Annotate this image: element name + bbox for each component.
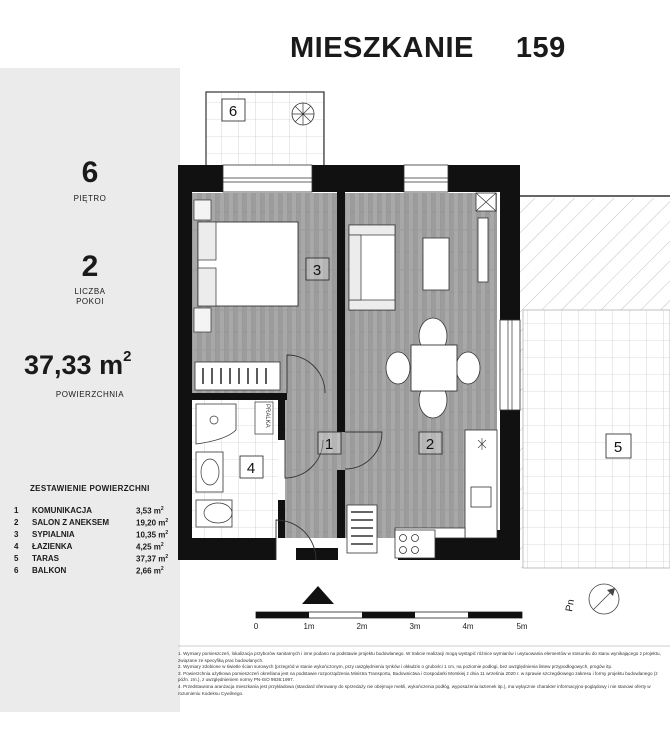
footnote: 2. Wymiary zdobione w świetle ścian surowych (przegród w stanie wykończonym, przy uwzględnieniu tynków i okładzin o grubości 1 cm, na poziomie podłogi, bez uwzględnienia listew przypodłogowych, progów itp. bbox=[178, 664, 613, 670]
wardrobe bbox=[195, 362, 280, 390]
summary-row-number: 6 bbox=[14, 566, 19, 575]
area-label: POWIERZCHNIA bbox=[55, 390, 125, 399]
floor-label: PIĘTRO bbox=[73, 194, 107, 203]
summary-heading: ZESTAWIENIE POWIERZCHNI bbox=[30, 484, 150, 493]
summary-value-number: 37,37 m bbox=[136, 554, 166, 564]
scale-tick-1: 1m bbox=[303, 622, 315, 631]
summary-row-number: 4 bbox=[14, 542, 19, 551]
area-sup: 2 bbox=[123, 348, 132, 365]
scale-bar bbox=[256, 612, 522, 618]
rooms-label-1: LICZBA bbox=[74, 287, 106, 296]
entrance-arrow-icon bbox=[302, 586, 334, 604]
room-label-1: 1 bbox=[324, 436, 334, 453]
footnote: 3. Powierzchnia użytkowa pomieszczeń określana jest na podstawie rozporządzenia Ministra Transportu, Budownictwa i Gospodarki Morskiej z dnia 11 września 2020 r. w sprawie szczegółowego zakresu i formy projektu budowlanego (z późn. zm.), z uwzględnieniem normy PN-ISO 9836:1997. bbox=[178, 670, 658, 683]
summary-value-number: 4,25 m bbox=[136, 542, 161, 552]
summary-value-number: 3,53 m bbox=[136, 506, 161, 516]
hall-floor bbox=[285, 393, 345, 538]
hall-wardrobe bbox=[347, 505, 377, 553]
coffee-table bbox=[423, 238, 449, 290]
floor-value: 6 bbox=[81, 156, 99, 189]
summary-row-number: 3 bbox=[14, 530, 19, 539]
room-label-6: 6 bbox=[228, 103, 238, 120]
summary-value-number: 19,20 m bbox=[136, 518, 166, 528]
north-arrow-icon bbox=[589, 584, 619, 614]
washer-label: PRALKA bbox=[264, 404, 270, 428]
plant-icon bbox=[292, 103, 314, 125]
summary-row-number: 2 bbox=[14, 518, 19, 527]
summary-row-name: KOMUNIKACJA bbox=[32, 506, 92, 515]
room-label-3: 3 bbox=[312, 262, 322, 279]
scale-tick-4: 4m bbox=[462, 622, 474, 631]
apartment-number: 159 bbox=[515, 32, 566, 64]
rooms-value: 2 bbox=[81, 250, 99, 283]
summary-row-name: SYPIALNIA bbox=[32, 530, 75, 539]
summary-row-name: SALON Z ANEKSEM bbox=[32, 518, 110, 527]
summary-row-name: BALKON bbox=[32, 566, 67, 575]
summary-row-number: 1 bbox=[14, 506, 19, 515]
room-label-2: 2 bbox=[425, 436, 435, 453]
sofa bbox=[349, 225, 395, 310]
scale-tick-3: 3m bbox=[409, 622, 421, 631]
summary-row-name: TARAS bbox=[32, 554, 59, 563]
terrace-decking bbox=[523, 310, 670, 568]
summary-value-sup: 2 bbox=[160, 506, 164, 512]
summary-value-sup: 2 bbox=[165, 530, 169, 536]
north-label: Pn bbox=[564, 598, 578, 613]
summary-row-name: ŁAZIENKA bbox=[32, 542, 73, 551]
summary-value-sup: 2 bbox=[160, 566, 164, 572]
scale-tick-2: 2m bbox=[356, 622, 368, 631]
area-number: 37,33 m bbox=[24, 350, 124, 380]
summary-row-number: 5 bbox=[14, 554, 19, 563]
summary-value-sup: 2 bbox=[165, 554, 169, 560]
summary-value-sup: 2 bbox=[165, 518, 169, 524]
scale-tick-0: 0 bbox=[253, 622, 259, 631]
summary-value-sup: 2 bbox=[160, 542, 164, 548]
tv-cabinet bbox=[478, 218, 488, 282]
rooms-label-2: POKOI bbox=[76, 297, 104, 306]
title-text: MIESZKANIE bbox=[290, 32, 474, 64]
room-label-4: 4 bbox=[246, 460, 256, 477]
footnote: 4. Przedstawiona aranżacja mieszkania jest przykładowa (standard oferowany do sprzedaży nie obejmuje mebli, wykończenia podłóg, wyposażenia łazienek itp.), ma wyłącznie charakter informacyjno-poglądowy i nie stanowi oferty w rozumieniu Kodeksu Cywilnego. bbox=[178, 683, 651, 696]
summary-value-number: 2,66 m bbox=[136, 566, 161, 576]
footnotes bbox=[178, 651, 668, 697]
scale-tick-5: 5m bbox=[516, 622, 528, 631]
summary-value-number: 10,35 m bbox=[136, 530, 166, 540]
room-label-5: 5 bbox=[613, 439, 623, 456]
footnote: 1. Wymiary pomieszczeń, lokalizacja przyborów sanitarnych i inne podano na podstawie projektu budowlanego. W trakcie realizacji mogą wystąpić różnice wymiarów i usytuowania elementów w stosunku do stanu wynikającego z projektu, związane ze specyfiką prac budowlanych. bbox=[178, 651, 661, 663]
